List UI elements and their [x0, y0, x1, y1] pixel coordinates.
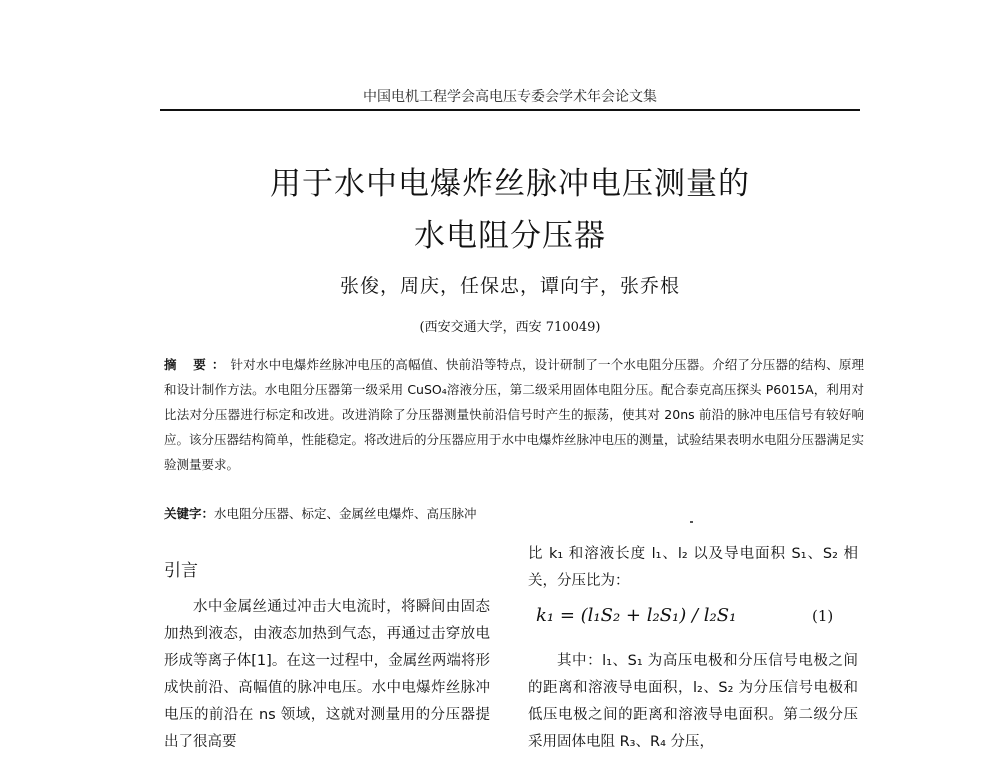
header-rule [160, 109, 860, 111]
affiliation: (西安交通大学，西安 710049) [419, 320, 601, 335]
keywords-label: 关键字： [164, 506, 215, 521]
abstract [164, 352, 864, 477]
keywords [164, 504, 864, 522]
section-heading-intro: 引言 [164, 561, 198, 581]
paper-title-line-2: 水电阻分压器 [414, 218, 606, 254]
right-column-top-text: 比 k₁ 和溶液长度 l₁、l₂ 以及导电面积 S₁、S₂ 相关，分压比为： [528, 546, 858, 589]
paper-title-line-1: 用于水中电爆炸丝脉冲电压测量的 [270, 166, 750, 202]
stray-mark [690, 521, 693, 523]
running-header: 中国电机工程学会高电压专委会学术年会论文集 [363, 89, 657, 105]
intro-paragraph: 水中金属丝通过冲击大电流时，将瞬间由固态加热到液态，由液态加热到气态，再通过击穿放电形成等离子体[1]。在这一过程中，金属丝两端将形成快前沿、高幅值的脉冲电压。水中电爆炸丝脉冲电压的前沿在 ns 领域，这就对测量用的分压器提出了很高要 [164, 599, 490, 750]
abstract-label: 摘 要： [164, 357, 231, 372]
equation-number: (1) [812, 607, 834, 625]
author-list: 张俊，周庆，任保忠，谭向宇，张乔根 [339, 275, 680, 297]
equation-1: k₁ = (l₁S₂ + l₂S₁) / l₂S₁ [536, 605, 737, 626]
right-column-bottom-text: 其中：l₁、S₁ 为高压电极和分压信号电极之间的距离和溶液导电面积，l₂、S₂ 为分压信号电极和低压电极之间的距离和溶液导电面积。第二级分压采用固体电阻 R₃、R₄ 分压， [528, 653, 858, 750]
left-column [164, 594, 490, 756]
keywords-text: 水电阻分压器、标定、金属丝电爆炸、高压脉冲 [214, 506, 477, 521]
abstract-text: 针对水中电爆炸丝脉冲电压的高幅值、快前沿等特点，设计研制了一个水电阻分压器。介绍了分压器的结构、原理和设计制作方法。水电阻分压器第一级采用 CuSO₄溶液分压，第二级采用固体电阻分压。配合泰克高压探头 P6015A，利用对比法对分压器进行标定和改进。改进消除了分压器测量快前沿信号时产生的振荡，使其对 20ns 前沿的脉冲电压信号有较好响应。该分压器结构简单，性能稳定。将改进后的分压器应用于水中电爆炸丝脉冲电压的测量，试验结果表明水电阻分压器满足实验测量要求。 [164, 357, 865, 472]
